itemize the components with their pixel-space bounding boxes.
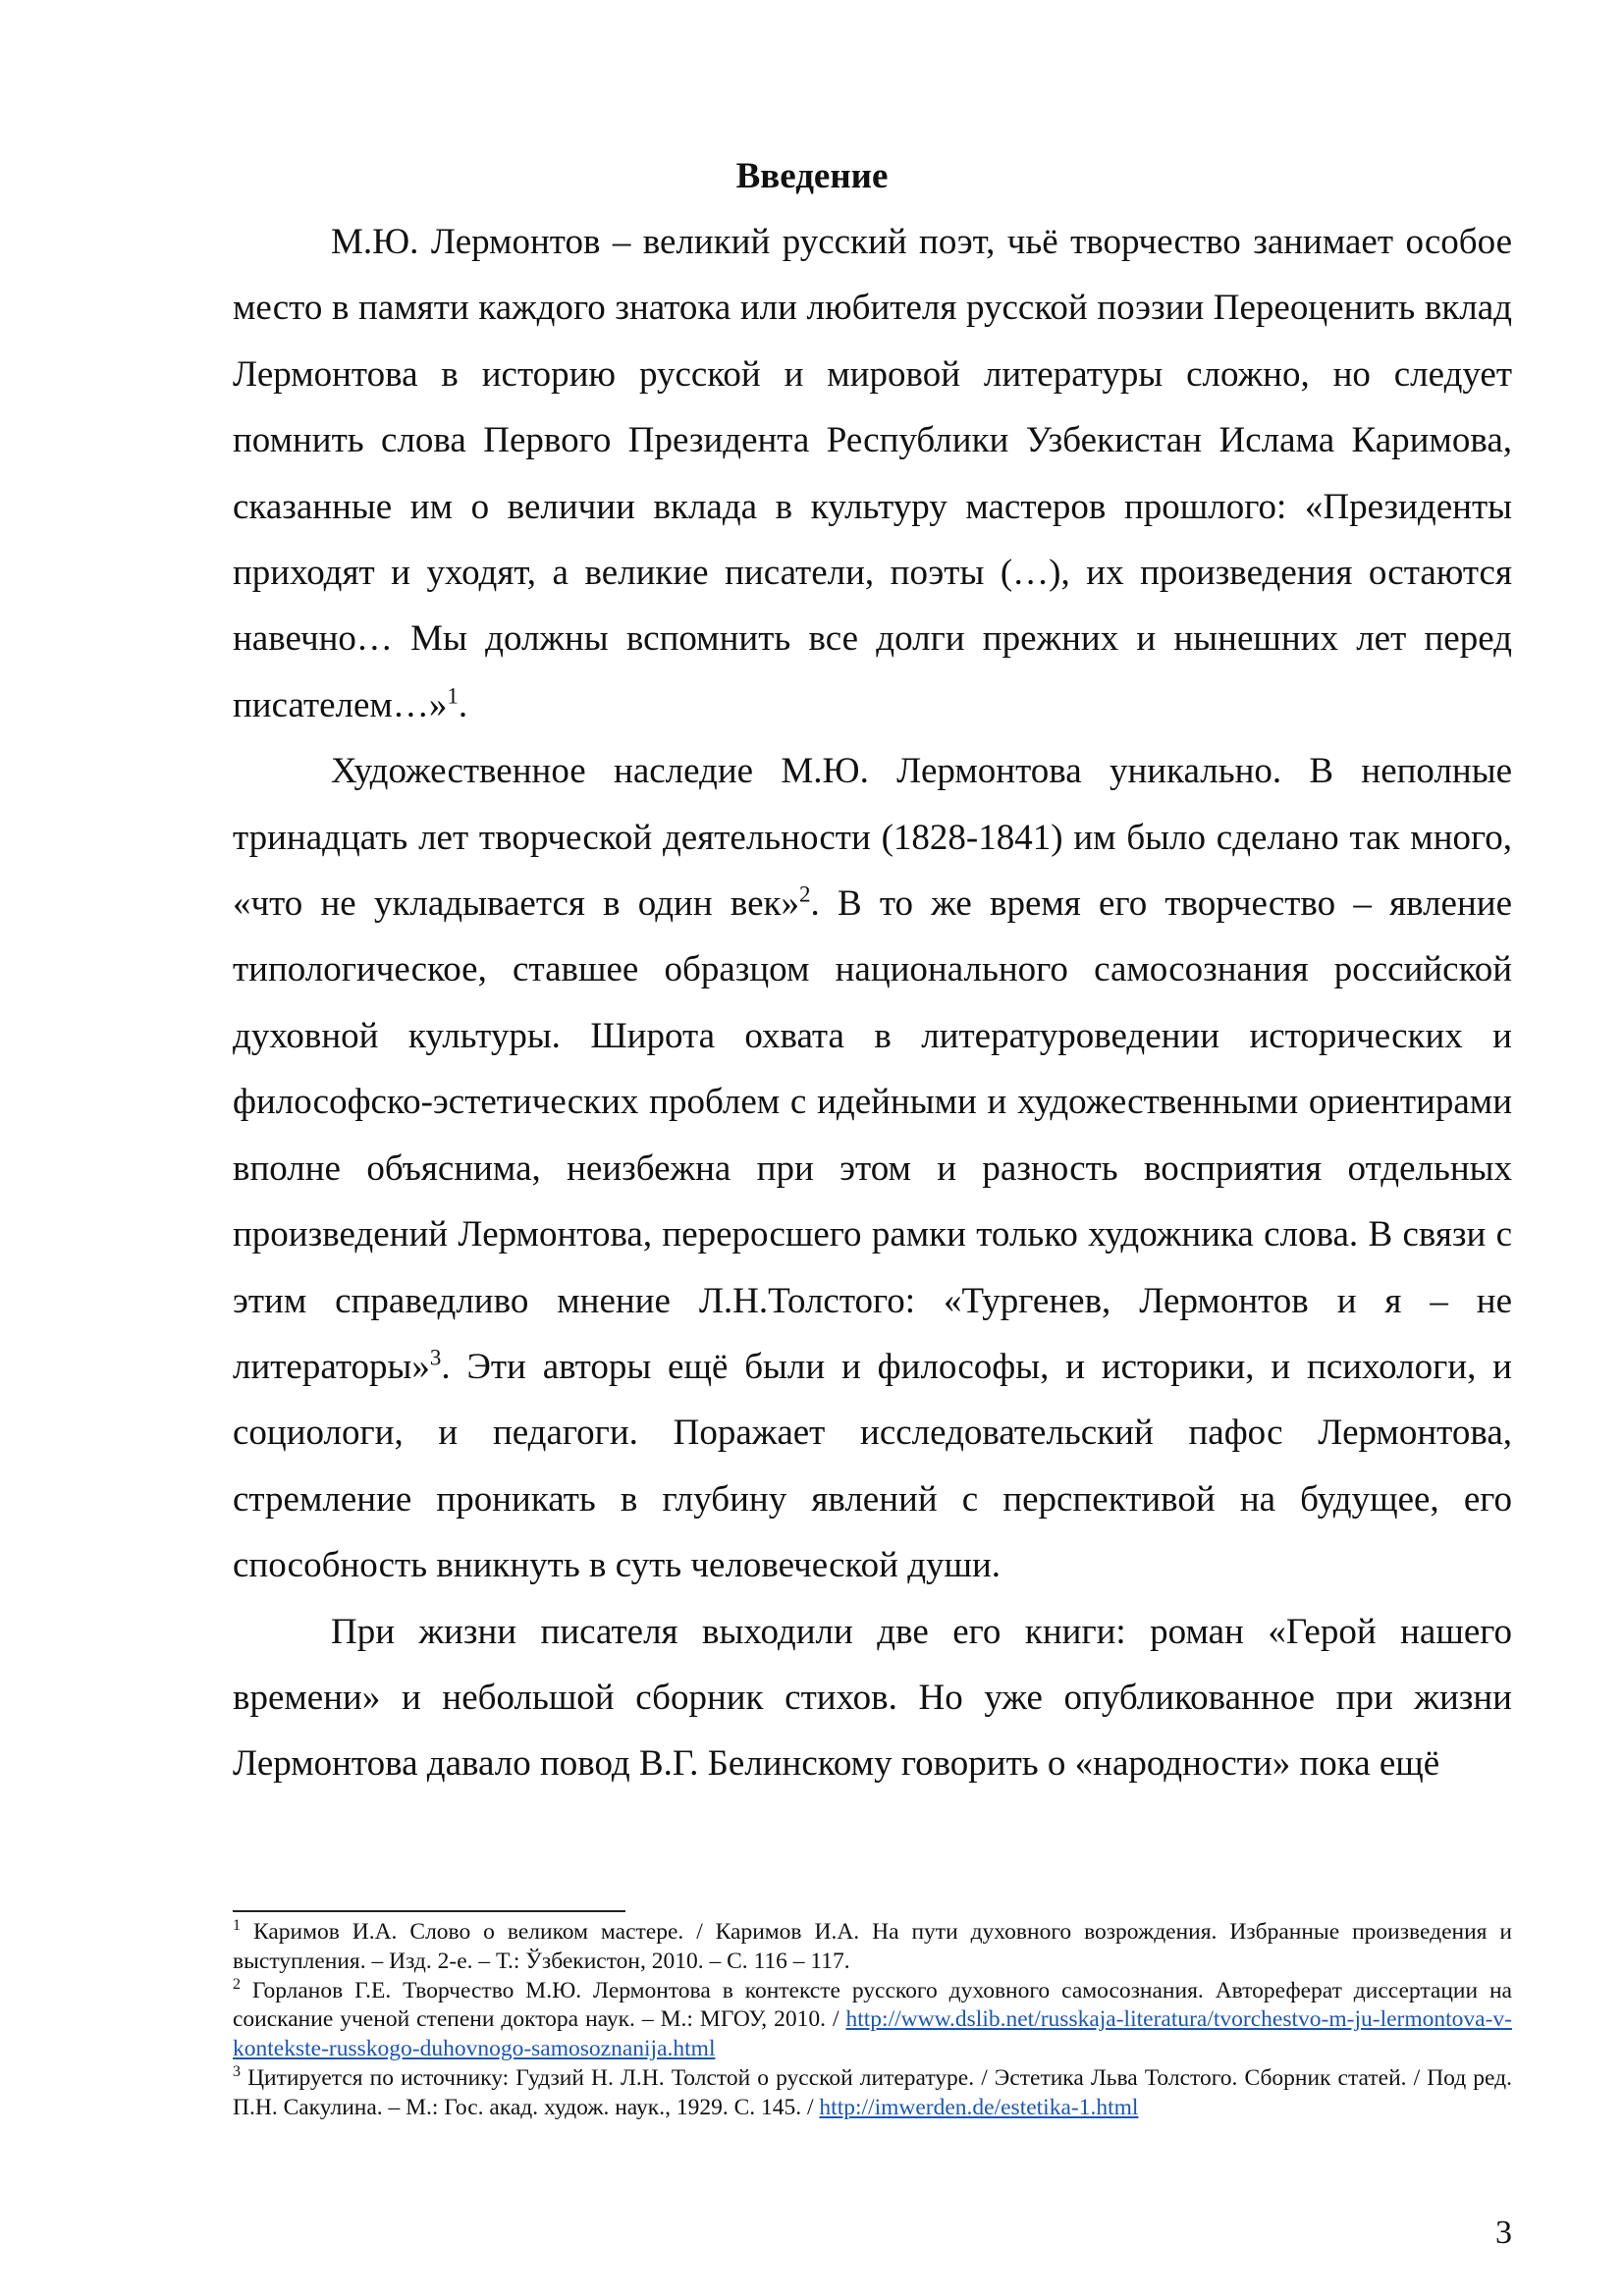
footnote-ref-2[interactable]: 2 bbox=[799, 881, 811, 907]
footnote-3-link[interactable]: http://imwerden.de/estetika-1.html bbox=[819, 2094, 1139, 2120]
footnotes bbox=[233, 1918, 1512, 2123]
page-number: 3 bbox=[1495, 2215, 1512, 2251]
footnote-number-2: 2 bbox=[233, 1975, 241, 1993]
footnote-number-1: 1 bbox=[233, 1917, 241, 1935]
footnote-2-text: Горланов Г.Е. Творчество М.Ю. Лермонтова в контексте русского духовного самосознания. Автореферат диссертации на соискание ученой степени доктора наук. – М.: МГОУ, 2010. / bbox=[233, 1977, 1512, 2033]
footnote-2-link[interactable]: http://www.dslib.net/russkaja-literatura/tvorchestvo-m-ju-lermontova-v-kontekste-russkogo-duhovnogo-samosoznanija.html bbox=[233, 2006, 1512, 2062]
paragraph-3-text: При жизни писателя выходили две его книги: роман «Герой нашего времени» и небольшой сборник стихов. Но уже опубликованное при жизни Лермонтова давало повод В.Г. Белинскому говорить о «народности» пока ещё bbox=[233, 1611, 1512, 1785]
paragraph-1 bbox=[233, 209, 1512, 738]
paragraph-3 bbox=[233, 1599, 1512, 1797]
section-title: Введение bbox=[735, 156, 889, 196]
footnote-number-3: 3 bbox=[233, 2063, 241, 2081]
footnote-ref-1[interactable]: 1 bbox=[447, 683, 459, 709]
paragraph-2 bbox=[233, 738, 1512, 1598]
paragraph-1-end: . bbox=[458, 684, 468, 725]
paragraph-2-text-c: . Эти авторы ещё были и философы, и историки, и психологи, и социологи, и педагоги. Поражает исследовательский пафос Лермонтова, стремление проникать в глубину явлений с перспективой на будущее, его способность вникнуть в суть человеческой души. bbox=[233, 1346, 1512, 1586]
main-text bbox=[233, 209, 1512, 1797]
footnote-ref-3[interactable]: 3 bbox=[429, 1345, 442, 1370]
paragraph-2-text-b: . В то же время его творчество – явление типологическое, ставшее образцом национального самосознания российской духовной культуры. Широта охвата в литературоведении исторических и философско-эстетических проблем с идейными и художественными ориентирами вполне объяснима, неизбежна при этом и разность восприятия отдельных произведений Лермонтова, переросшего рамки только художника слова. В связи с этим справедливо мнение Л.Н.Толстого: «Тургенев, Лермонтов и я – не литераторы» bbox=[233, 883, 1512, 1387]
footnote-3-text: Цитируется по источнику: Гудзий Н. Л.Н. Толстой о русской литературе. / Эстетика Льва Толстого. Сборник статей. / Под ред. П.Н. Сакулина. – М.: Гос. акад. худож. наук., 1929. С. 145. / bbox=[233, 2064, 1512, 2120]
paragraph-2-text-a: Художественное наследие М.Ю. Лермонтова уникально. В неполные тринадцать лет творческой деятельности (1828-1841) им было сделано так много, «что не укладывается в один век» bbox=[233, 751, 1512, 925]
footnote-1-text: Каримов И.А. Слово о великом мастере. / Каримов И.А. На пути духовного возрождения. Избранные произведения и выступления. – Изд. 2-е. – Т.: Ўзбекистон, 2010. – С. 116 – 117. bbox=[233, 1919, 1512, 1974]
footnote-1 bbox=[233, 1918, 1512, 1977]
footnote-separator bbox=[233, 1910, 625, 1912]
footnote-2 bbox=[233, 1977, 1512, 2064]
paragraph-1-text: М.Ю. Лермонтов – великий русский поэт, чьё творчество занимает особое место в памяти каждого знатока или любителя русской поэзии Переоценить вклад Лермонтова в историю русской и мировой литературы сложно, но следует помнить слова Первого Президента Республики Узбекистан Ислама Каримова, сказанные им о величии вклада в культуру мастеров прошлого: «Президенты приходят и уходят, а великие писатели, поэты (…), их произведения остаются навечно… Мы должны вспомнить все долги прежних и нынешних лет перед писателем…» bbox=[233, 222, 1512, 725]
footnote-3 bbox=[233, 2064, 1512, 2123]
